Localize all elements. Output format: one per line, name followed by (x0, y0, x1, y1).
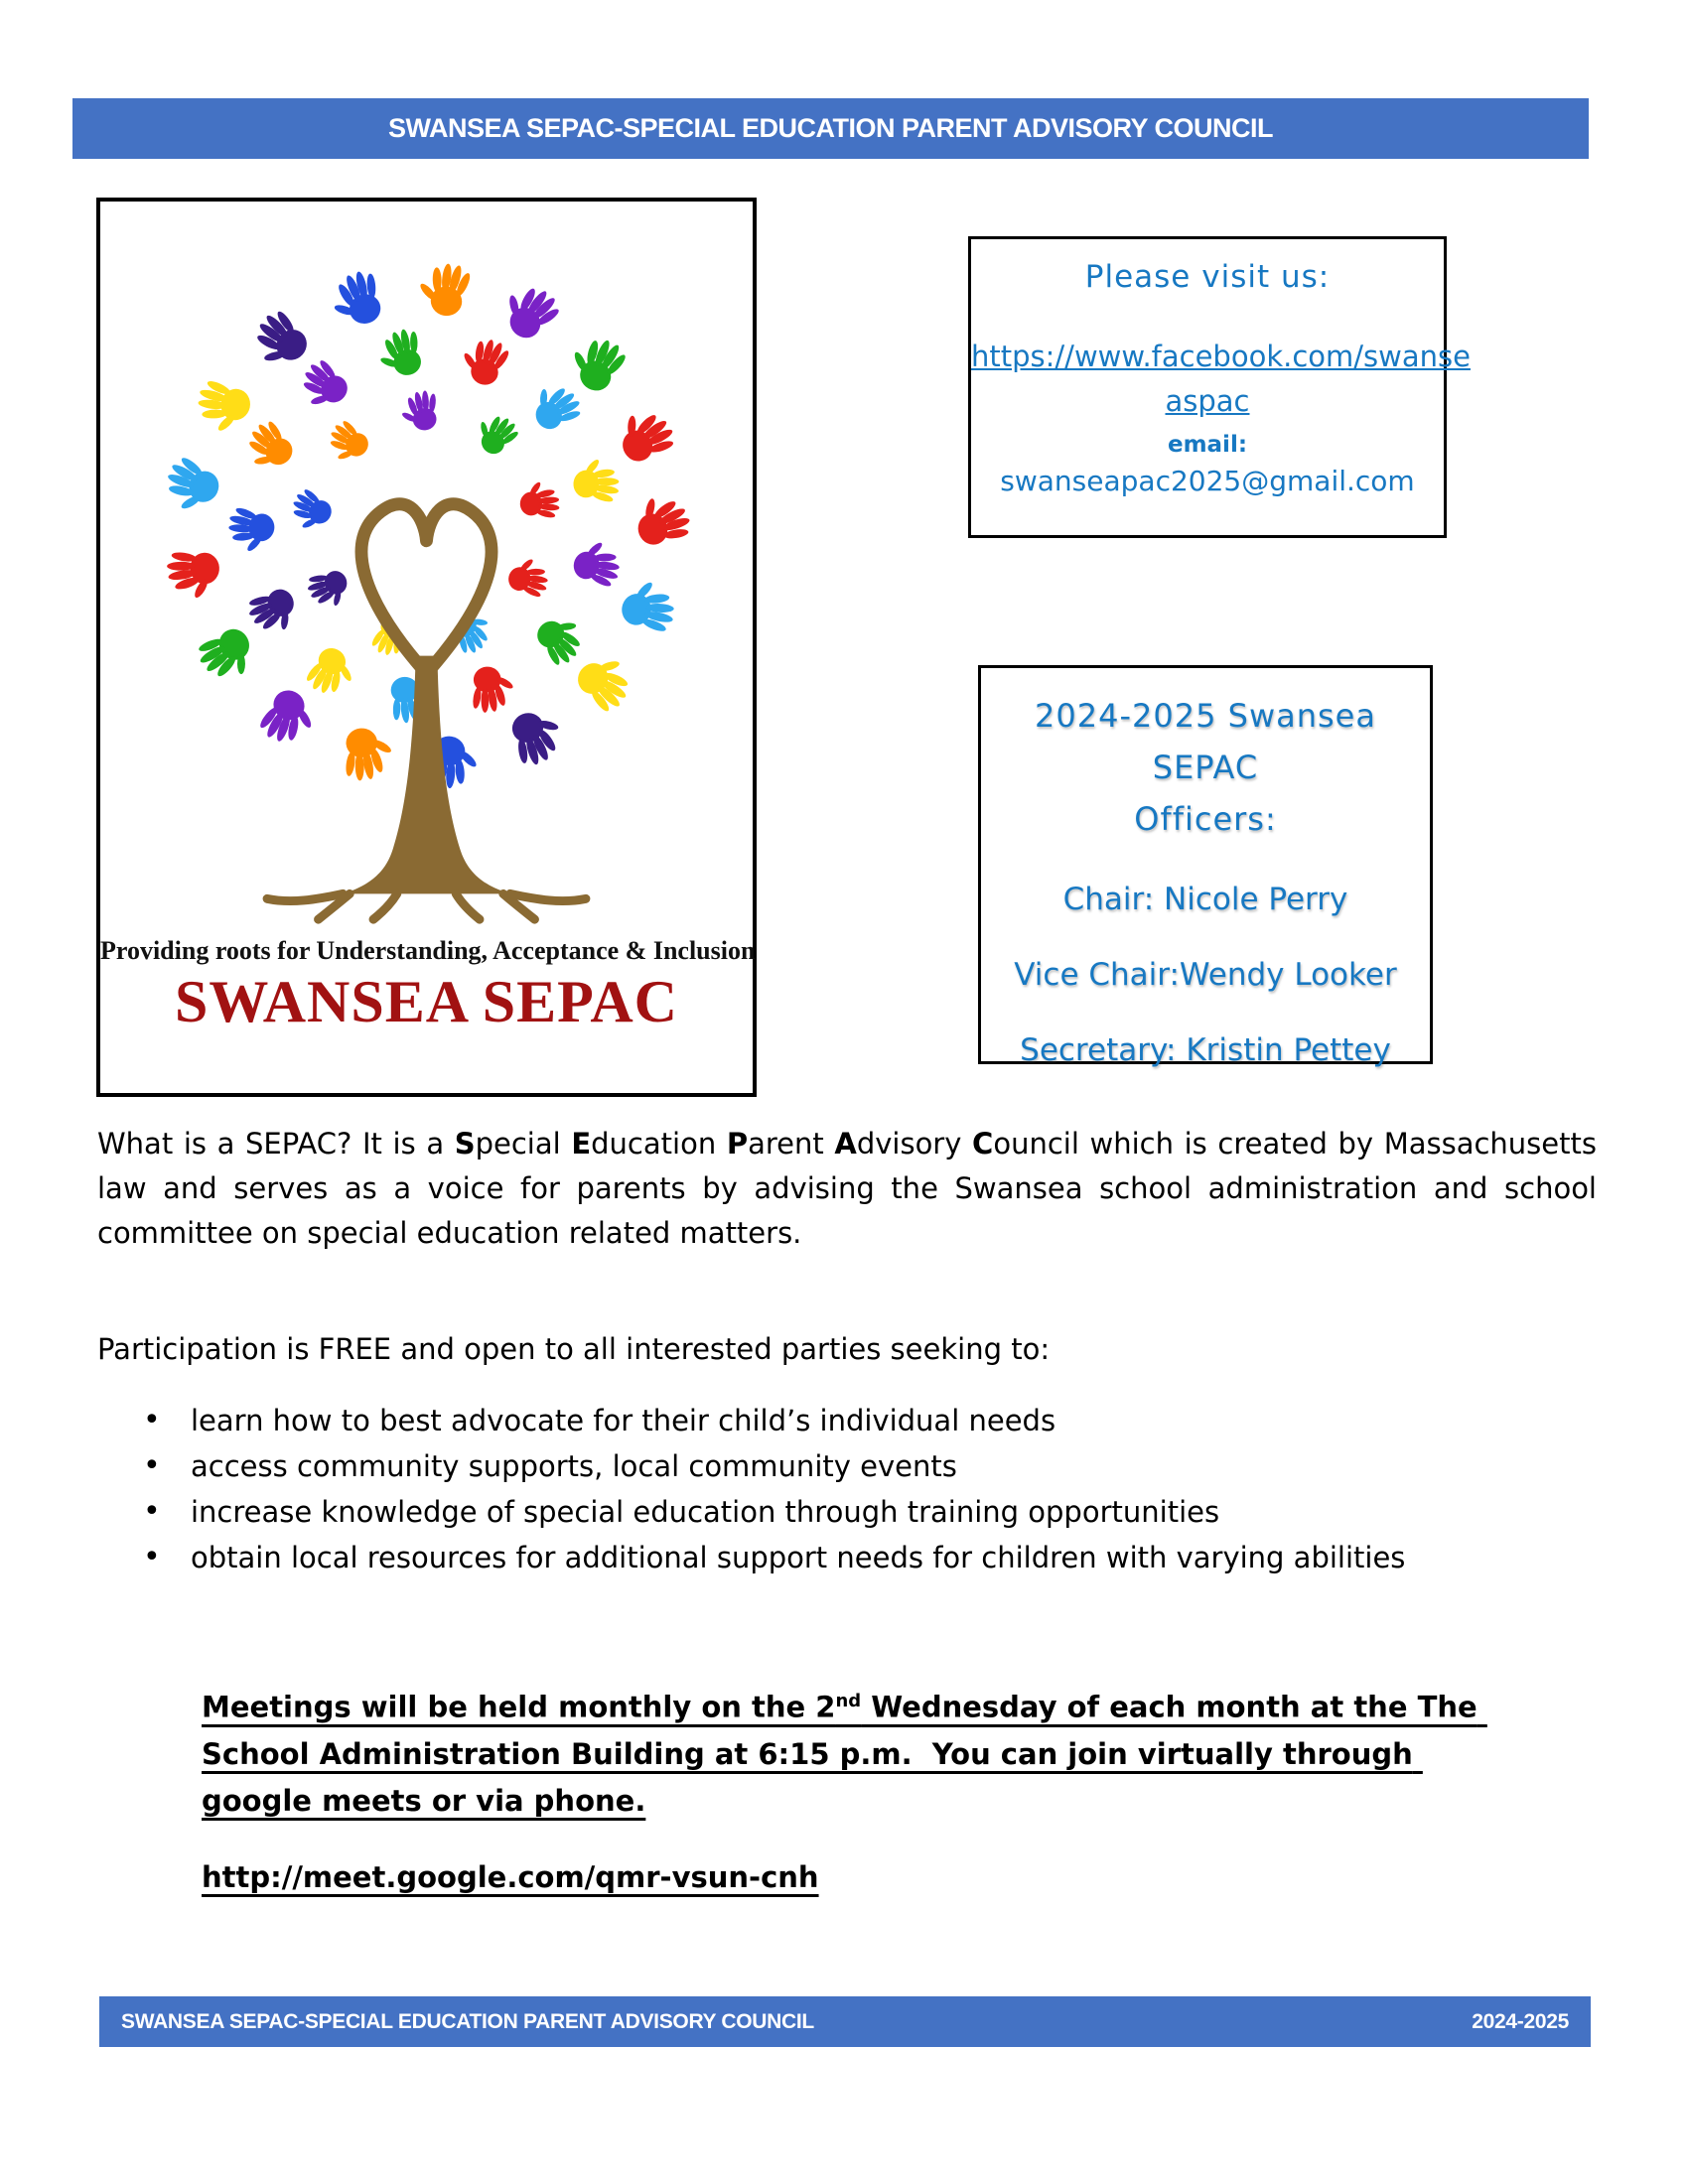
officer-chair: Chair: Nicole Perry (1062, 882, 1348, 917)
intro-paragraph: What is a SEPAC? It is a Special Education Parent Advisory Council which is created by Massachusetts law and serves as a voice for parents by advising the Swansea school administration and school committee on special education related matters. (97, 1127, 1597, 1250)
email-address: swanseapac2025@gmail.com (1000, 465, 1415, 497)
participation-line: Participation is FREE and open to all interested parties seeking to: (97, 1332, 1051, 1366)
officers-heading-line2: Officers: (1134, 800, 1277, 838)
bullet-list (141, 1398, 1561, 1580)
facebook-link[interactable] (971, 335, 1471, 424)
officers-heading (981, 690, 1430, 845)
officers-heading-line1: 2024-2025 Swansea SEPAC (1035, 697, 1376, 786)
officers-box (978, 665, 1433, 1068)
visit-heading: Please visit us: (1084, 259, 1331, 295)
officer-secretary: Secretary: Kristin Pettey (1020, 1032, 1391, 1068)
logo-title: SWANSEA SEPAC (174, 969, 679, 1034)
meeting-notice: Meetings will be held monthly on the 2nd Wednesday of each month at the The School Administration Building at 6:15 p.m. You can join virtually through google meets or via phone. (202, 1690, 1487, 1818)
header-title: SWANSEA SEPAC-SPECIAL EDUCATION PARENT ADVISORY COUNCIL (387, 113, 1274, 143)
logo-box (96, 198, 757, 1097)
bullet-item-advocate: • learn how to best advocate for their child’s individual needs (141, 1398, 1561, 1443)
bullet-item-community: • access community supports, local community events (141, 1443, 1561, 1489)
visit-box (968, 236, 1471, 538)
bullet-item-knowledge: • increase knowledge of special education through training opportunities (141, 1489, 1561, 1535)
facebook-link-line2[interactable]: aspac (1165, 384, 1250, 418)
google-meet-link[interactable]: http://meet.google.com/qmr-vsun-cnh (202, 1860, 819, 1894)
logo-tagline: Providing roots for Understanding, Acceptance & Inclusion (100, 936, 756, 965)
footer-title: SWANSEA SEPAC-SPECIAL EDUCATION PARENT ADVISORY COUNCIL (121, 2009, 814, 2033)
footer-banner (99, 1996, 1591, 2047)
email-label: email: (1167, 432, 1248, 458)
footer-year: 2024-2025 (1472, 2009, 1569, 2033)
handprint-tree-logo (100, 202, 753, 934)
header-banner (72, 98, 1589, 159)
officer-vice-chair: Vice Chair:Wendy Looker (1014, 957, 1397, 993)
bullet-item-resources: • obtain local resources for additional support needs for children with varying abilities (141, 1535, 1561, 1580)
facebook-link-line1[interactable]: https://www.facebook.com/swanse (971, 340, 1471, 373)
